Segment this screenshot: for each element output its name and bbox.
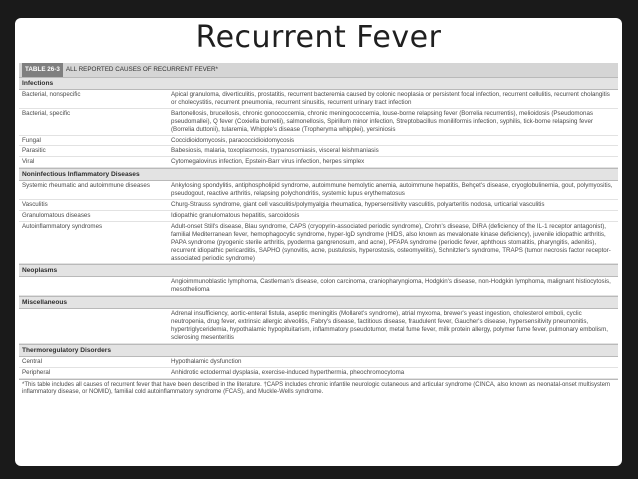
slide-title: Recurrent Fever: [195, 20, 442, 55]
table-row: [19, 157, 618, 168]
slide: [15, 18, 622, 466]
row-causes: Adrenal insufficiency, aortic-enteral fistula, aseptic meningitis (Mollaret's syndrome), atrial myxoma, brewer's yeast ingestion, cholesterol emboli, cyclic neutropenia, drug fever, extrinsic allergic alveolitis, Fabry's disease, factitious disease, fraudulent fever, Gaucher's disease, hypersensitivity pneumonitis, hypertriglyceridemia, hypothalamic hypopituitarism, inflammatory pseudotumor, metal fume fever, milk protein allergy, polymer fume fever, pulmonary embolism, sclerosing mesenteritis: [171, 310, 608, 341]
row-causes: Angioimmunoblastic lymphoma, Castleman's disease, colon carcinoma, craniopharyngioma, Hodgkin's disease, non-Hodgkin lymphoma, malignant histiocytosis, mesothelioma: [171, 278, 611, 294]
row-causes: Apical granuloma, diverticulitis, prostatitis, recurrent bacteremia caused by colonic neoplasia or persistent focal infection, recurrent cellulitis, recurrent cholangitis or cholecystitis, recurrent pneumonia, recurrent sinusitis, recurrent urinary tract infection: [171, 91, 610, 106]
section-heading: Neoplasms: [19, 264, 618, 277]
row-category: Peripheral: [22, 368, 51, 376]
table-row: [19, 368, 618, 379]
table-row: [19, 277, 618, 296]
table-number: TABLE 26-3: [22, 63, 63, 77]
row-category: [19, 278, 171, 294]
row-causes: Coccidioidomycosis, paracoccidioidomycosis: [171, 136, 295, 144]
table-caption: [19, 63, 618, 77]
table-row: [19, 146, 618, 157]
row-category: Systemic rheumatic and autoimmune diseases: [22, 182, 150, 190]
row-causes: Ankylosing spondylitis, antiphospholipid syndrome, autoimmune hemolytic anemia, autoimmune hepatitis, Behçet's disease, cryoglobulinemia, gout, polymyositis, pseudogout, reactive arthritis, relapsing polychondritis, systemic lupus erythematosus: [171, 182, 613, 198]
table-row: [19, 357, 618, 368]
row-category: Parasitic: [22, 147, 46, 155]
row-causes: Adult-onset Still's disease, Blau syndrome, CAPS (cryopyrin-associated periodic syndrome), Crohn's disease, DIRA (deficiency of the IL-1 receptor antagonist), familial Mediterranean fever, hemophagocytic syndrome, hyper-IgD syndrome (HIDS, also known as mevalonate kinase deficiency), juvenile idiopathic arthritis, PAPA syndrome (pyogenic sterile arthritis, pyoderma gangrenosum, and acne), PFAPA syndrome (periodic fever, aphthous stomatitis, pharyngitis, adenitis), recurrent idiopathic pericarditis, SAPHO (synovitis, acne, pustulosis, hyperostosis, osteomyelitis), Schnitzler's syndrome, TRAPS (tumor necrosis factor receptor-associated periodic syndrome): [171, 222, 611, 262]
row-category: Fungal: [22, 136, 41, 144]
row-causes: Idiopathic granulomatous hepatitis, sarcoidosis: [171, 211, 300, 219]
section-heading: Miscellaneous: [19, 296, 618, 309]
row-causes: Cytomegalovirus infection, Epstein-Barr virus infection, herpes simplex: [171, 158, 365, 166]
table-row: [19, 109, 618, 136]
table-row: [19, 309, 618, 344]
row-category: Vasculitis: [22, 201, 48, 209]
table-row: [19, 90, 618, 109]
section-heading: Noninfectious Inflammatory Diseases: [19, 168, 618, 181]
table-row: [19, 136, 618, 147]
row-category: Bacterial, specific: [22, 109, 71, 117]
table-title: ALL REPORTED CAUSES OF RECURRENT FEVER*: [65, 66, 218, 73]
table-row: [19, 222, 618, 265]
table-row: [19, 181, 618, 200]
row-causes: Babesiosis, malaria, toxoplasmosis, trypanosomiasis, visceral leishmaniasis: [171, 147, 379, 155]
row-causes: Hypothalamic dysfunction: [171, 357, 242, 365]
table-row: [19, 211, 618, 222]
row-causes: Churg-Strauss syndrome, giant cell vasculitis/polymyalgia rheumatica, hypersensitivity vasculitis, polyarteritis nodosa, urticarial vasculitis: [171, 201, 545, 209]
row-category: Granulomatous diseases: [22, 211, 91, 219]
table-body: [19, 77, 618, 379]
section-heading: Infections: [19, 77, 618, 90]
table-footnote: *This table includes all causes of recurrent fever that have been described in the literature. †CAPS includes chronic infantile neurologic cutaneous and articular syndrome (CINCA, also known as neonatal-onset multisystem inflammatory disease, or NOMID), familial cold autoinflammatory syndrome (FCAS), and Muckle-Wells syndrome.: [19, 379, 618, 397]
section-heading: Thermoregulatory Disorders: [19, 344, 618, 357]
row-category: Autoinflammatory syndromes: [22, 222, 103, 230]
row-category: [19, 310, 171, 342]
causes-table: [19, 63, 618, 459]
row-category: Viral: [22, 158, 35, 166]
row-causes: Anhidrotic ectodermal dysplasia, exercise-induced hyperthermia, pheochromocytoma: [171, 368, 405, 376]
row-causes: Bartonellosis, brucellosis, chronic gonococcemia, chronic meningococcemia, louse-borne relapsing fever (Borrelia recurrentis), melioidosis (Pseudomonas pseudomallei), Q fever (Coxiella burnetii), salmonellosis, Spirillum minor infection, Streptobacillus moniliformis infection, syphilis, tick-borne relapsing fever (Borrelia duttonii), tularemia, Whipple's disease (Tropheryma whipplei), yersiniosis: [171, 109, 593, 133]
row-category: Central: [22, 357, 42, 365]
row-category: Bacterial, nonspecific: [22, 91, 81, 98]
table-row: [19, 200, 618, 211]
